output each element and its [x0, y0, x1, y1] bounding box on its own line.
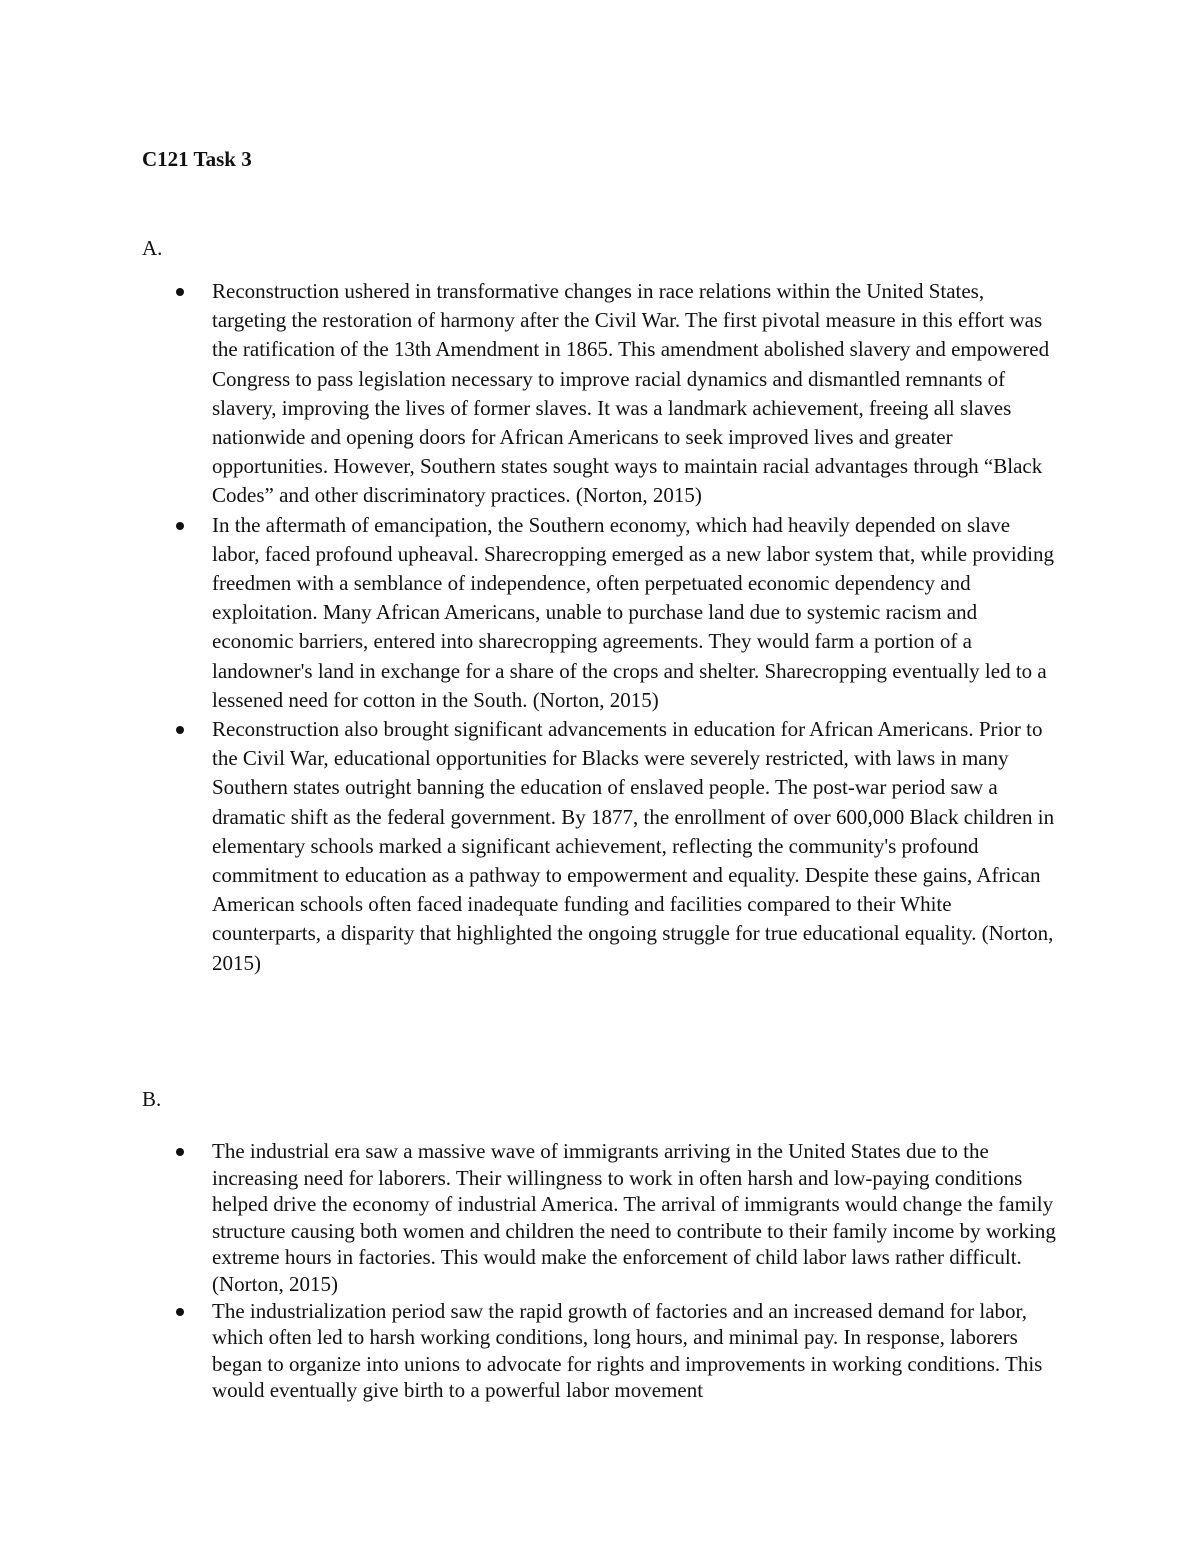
bullet-text: Reconstruction ushered in transformative changes in race relations within the United States, targeting the restoration of harmony after the Civil War. The first pivotal measure in this effort was the ratification of the 13th Amendment in 1865. This amendment abolished slavery and empowered Congress to pass legislation necessary to improve racial dynamics and dismantled remnants of slavery, improving the lives of former slaves. It was a landmark achievement, freeing all slaves nationwide and opening doors for African Americans to seek improved lives and greater opportunities. However, Southern states sought ways to maintain racial advantages through “Black Codes” and other discriminatory practices. (Norton, 2015): [212, 279, 1050, 508]
bullet-dot-icon: [176, 1148, 184, 1156]
bullet-text: The industrialization period saw the rapid growth of factories and an increased demand for labor, which often led to harsh working conditions, long hours, and minimal pay. In response, laborers began to organize into unions to advocate for rights and improvements in working conditions. This would eventually give birth to a powerful labor movement: [212, 1298, 1043, 1403]
section-label-a: A.: [142, 236, 163, 260]
bullet-dot-icon: [176, 1308, 184, 1316]
section-b-bullet-list: [0, 1138, 1200, 1404]
section-label-b: B.: [142, 1087, 162, 1111]
bullet-text: The industrial era saw a massive wave of immigrants arriving in the United States due to the increasing need for laborers. Their willingness to work in often harsh and low-paying conditions helped drive the economy of industrial America. The arrival of immigrants would change the family structure causing both women and children the need to contribute to their family income by working extreme hours in factories. This would make the enforcement of child labor laws rather difficult. (Norton, 2015): [212, 1139, 1056, 1296]
bullet-text: In the aftermath of emancipation, the Southern economy, which had heavily depended on slave labor, faced profound upheaval. Sharecropping emerged as a new labor system that, while providing freedmen with a semblance of independence, often perpetuated economic dependency and exploitation. Many African Americans, unable to purchase land due to systemic racism and economic barriers, entered into sharecropping agreements. They would farm a portion of a landowner's land in exchange for a share of the crops and shelter. Sharecropping eventually led to a lessened need for cotton in the South. (Norton, 2015): [212, 512, 1055, 712]
bullet-item: [0, 715, 1062, 978]
bullet-item: [0, 1138, 1062, 1298]
bullet-text: Reconstruction also brought significant advancements in education for African Americans. Prior to the Civil War, educational opportunities for Blacks were severely restricted, with laws in many Southern states outright banning the education of enslaved people. The post-war period saw a dramatic shift as the federal government. By 1877, the enrollment of over 600,000 Black children in elementary schools marked a significant achievement, reflecting the community's profound commitment to education as a pathway to empowerment and equality. Despite these gains, African American schools often faced inadequate funding and facilities compared to their White counterparts, a disparity that highlighted the ongoing struggle for true educational equality. (Norton, 2015): [212, 717, 1055, 975]
bullet-item: [0, 277, 1062, 511]
bullet-dot-icon: [176, 726, 184, 734]
bullet-item: [0, 511, 1062, 715]
bullet-dot-icon: [176, 522, 184, 530]
section-a-bullet-list: [0, 277, 1200, 978]
document-title: C121 Task 3: [142, 147, 252, 171]
bullet-dot-icon: [176, 288, 184, 296]
bullet-item: [0, 1298, 1062, 1404]
